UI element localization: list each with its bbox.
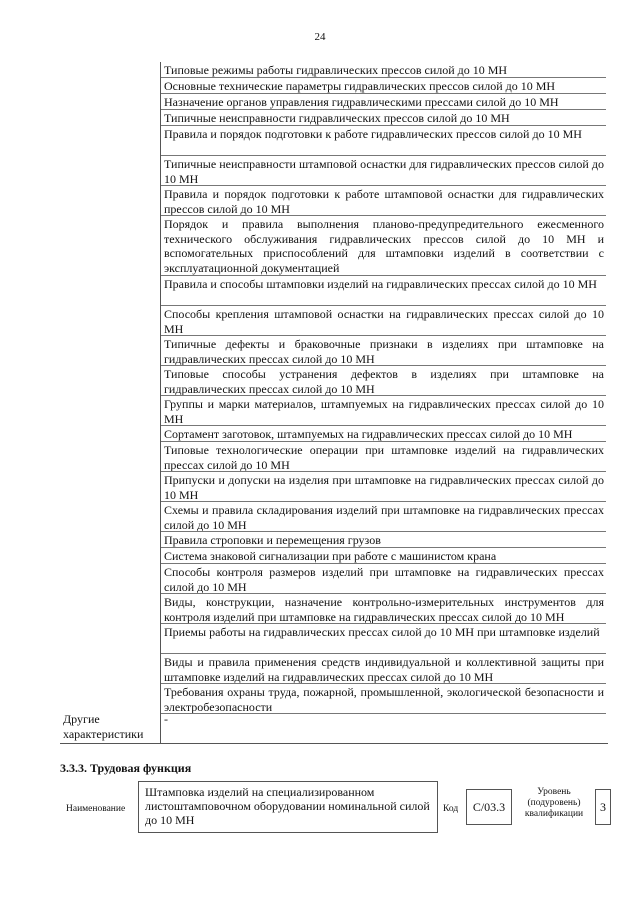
page-number: 24	[314, 31, 326, 43]
table-row: Типовые технологические операции при штамповке изделий на гидравлических прессах силой до 10 МН	[161, 442, 606, 472]
function-name-box: Штамповка изделий на специализированном листоштамповочном оборудовании номинальной силой до 10 МН	[138, 781, 438, 833]
table-row: Система знаковой сигнализации при работе с машинистом крана	[161, 548, 606, 564]
table-row: Типичные неисправности гидравлических прессов силой до 10 МН	[161, 110, 606, 126]
table-row: Правила и порядок подготовки к работе гидравлических прессов силой до 10 МН	[161, 126, 606, 156]
table-bottom-border	[60, 743, 608, 744]
table-row: Группы и марки материалов, штампуемых на гидравлических прессах силой до 10 МН	[161, 396, 606, 426]
code-label: Код	[443, 804, 459, 814]
code-value-box: С/03.3	[466, 789, 512, 825]
qualification-level-label: Уровень (подуровень) квалификации	[524, 787, 584, 819]
table-row: Припуски и допуски на изделия при штамповке на гидравлических прессах силой до 10 МН	[161, 472, 606, 502]
table-row: Приемы работы на гидравлических прессах силой до 10 МН при штамповке изделий	[161, 624, 606, 654]
table-row: Правила и порядок подготовки к работе штамповой оснастки для гидравлических прессов силой до 10 МН	[161, 186, 606, 216]
knowledge-table	[60, 62, 608, 744]
table-row: Сортамент заготовок, штампуемых на гидравлических прессах силой до 10 МН	[161, 426, 606, 442]
table-label-column	[60, 62, 161, 744]
table-row: Типичные дефекты и браковочные признаки в изделиях при штамповке на гидравлических прессах силой до 10 МН	[161, 336, 606, 366]
section-heading: 3.3.3. Трудовая функция	[60, 761, 192, 775]
table-row: Назначение органов управления гидравлическими прессами силой до 10 МН	[161, 94, 606, 110]
labor-function-row	[60, 781, 620, 833]
table-row: Основные технические параметры гидравлических прессов силой до 10 МН	[161, 78, 606, 94]
table-row: Требования охраны труда, пожарной, промышленной, экологической безопасности и электробезопасности	[161, 684, 606, 714]
table-row: Типовые способы устранения дефектов в изделиях при штамповке на гидравлических прессах силой до 10 МН	[161, 366, 606, 396]
table-row: Правила и способы штамповки изделий на гидравлических прессах силой до 10 МН	[161, 276, 606, 306]
name-label: Наименование	[66, 804, 126, 814]
knowledge-list	[161, 62, 606, 714]
other-characteristics-value: -	[164, 712, 168, 726]
other-characteristics-label: Другие характеристики	[63, 712, 144, 741]
table-row: Способы контроля размеров изделий при штамповке на гидравлических прессах силой до 10 МН	[161, 564, 606, 594]
table-row: Типовые режимы работы гидравлических прессов силой до 10 МН	[161, 62, 606, 78]
table-row: Порядок и правила выполнения планово-предупредительного ежесменного технического обслуживания гидравлических прессов силой до 10 МН и вспомогательных приспособлений для штамповки изделий в соответствии с эксплуатационной документацией	[161, 216, 606, 276]
table-row: Виды и правила применения средств индивидуальной и коллективной защиты при штамповке изделий на гидравлических прессах силой до 10 МН	[161, 654, 606, 684]
table-row: Типичные неисправности штамповой оснастки для гидравлических прессов силой до 10 МН	[161, 156, 606, 186]
table-row: Способы крепления штамповой оснастки на гидравлических прессах силой до 10 МН	[161, 306, 606, 336]
qualification-level-box: 3	[595, 789, 611, 825]
table-row: Виды, конструкции, назначение контрольно-измерительных инструментов для контроля изделий при штамповке на гидравлических прессах силой до 10 МН	[161, 594, 606, 624]
table-row: Правила строповки и перемещения грузов	[161, 532, 606, 548]
table-row: Схемы и правила складирования изделий при штамповке на гидравлических прессах силой до 10 МН	[161, 502, 606, 532]
